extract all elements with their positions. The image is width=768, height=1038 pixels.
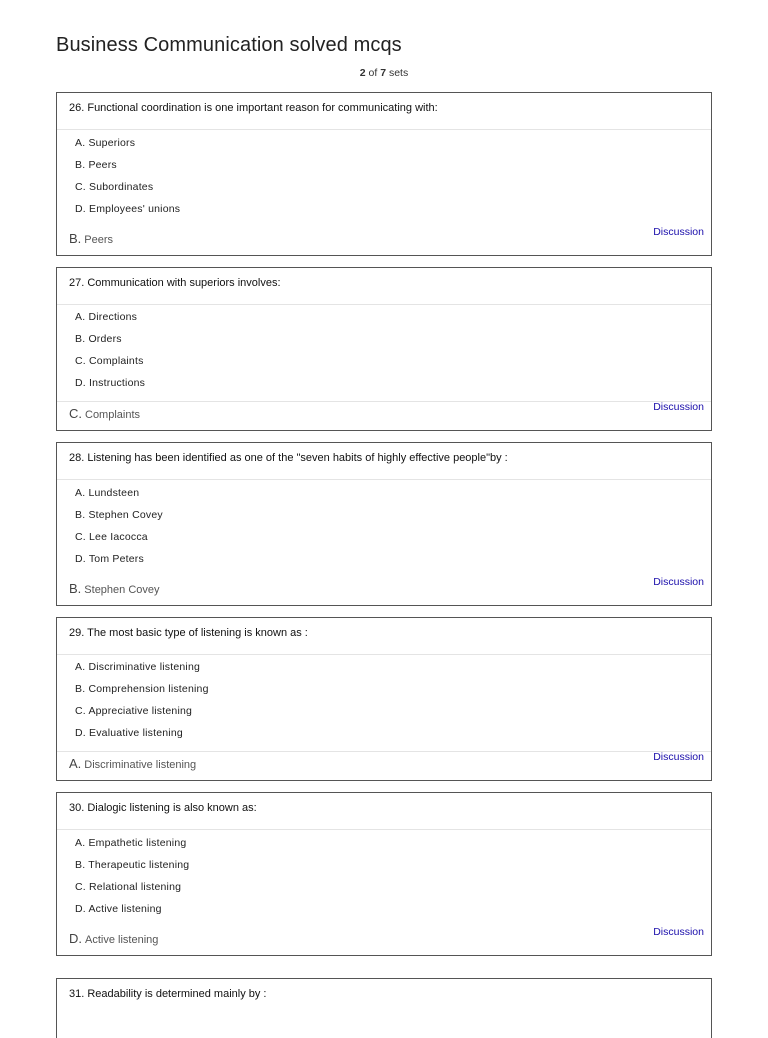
option-c: C. Complaints: [75, 355, 144, 367]
question-text: 29. The most basic type of listening is known as :: [69, 627, 308, 639]
option-a: A. Directions: [75, 311, 138, 323]
question-card: [56, 617, 712, 781]
question-text: 28. Listening has been identified as one of the "seven habits of highly effective people"by :: [69, 452, 508, 464]
pagination: [0, 67, 768, 79]
divider: [57, 654, 711, 655]
option-a: A. Lundsteen: [75, 487, 140, 499]
option-a: A. Superiors: [75, 137, 136, 149]
option-a: A. Discriminative listening: [75, 661, 201, 673]
divider: [57, 304, 711, 305]
question-text: 27. Communication with superiors involves:: [69, 277, 281, 289]
option-d: D. Active listening: [75, 903, 162, 915]
answer: [69, 406, 140, 421]
pagination-suffix: sets: [388, 67, 409, 79]
answer-text: Complaints: [85, 409, 141, 421]
answer-letter: A.: [69, 756, 82, 771]
divider: [57, 479, 711, 480]
answer-text: Peers: [84, 234, 114, 246]
answer: [69, 231, 113, 246]
question-card: [56, 978, 712, 1038]
question-card: [56, 792, 712, 956]
answer-letter: B.: [69, 231, 82, 246]
option-d: D. Evaluative listening: [75, 727, 183, 739]
discussion-link[interactable]: Discussion: [653, 751, 704, 763]
discussion-link[interactable]: Discussion: [653, 576, 704, 588]
option-c: C. Relational listening: [75, 881, 182, 893]
page-title: Business Communication solved mcqs: [56, 34, 402, 56]
divider: [57, 401, 711, 402]
divider: [57, 829, 711, 830]
option-b: B. Comprehension listening: [75, 683, 209, 695]
question-text: 26. Functional coordination is one important reason for communicating with:: [69, 102, 438, 114]
question-card: [56, 267, 712, 431]
answer-letter: B.: [69, 581, 82, 596]
answer-text: Discriminative listening: [84, 759, 197, 771]
option-b: B. Stephen Covey: [75, 509, 163, 521]
question-text: 30. Dialogic listening is also known as:: [69, 802, 257, 814]
pagination-total: 7: [380, 67, 387, 79]
divider: [57, 129, 711, 130]
option-c: C. Lee Iacocca: [75, 531, 148, 543]
discussion-link[interactable]: Discussion: [653, 226, 704, 238]
pagination-current: 2: [359, 67, 366, 79]
divider: [57, 751, 711, 752]
question-text: 31. Readability is determined mainly by :: [69, 988, 267, 1000]
discussion-link[interactable]: Discussion: [653, 401, 704, 413]
discussion-link[interactable]: Discussion: [653, 926, 704, 938]
pagination-of: of: [368, 67, 378, 79]
option-d: D. Employees' unions: [75, 203, 181, 215]
option-a: A. Empathetic listening: [75, 837, 187, 849]
question-card: [56, 442, 712, 606]
answer-letter: D.: [69, 931, 82, 946]
option-c: C. Subordinates: [75, 181, 154, 193]
option-c: C. Appreciative listening: [75, 705, 193, 717]
question-card: [56, 92, 712, 256]
answer-text: Stephen Covey: [84, 584, 160, 596]
answer: [69, 931, 158, 946]
option-d: D. Tom Peters: [75, 553, 144, 565]
option-b: B. Therapeutic listening: [75, 859, 190, 871]
option-b: B. Peers: [75, 159, 117, 171]
option-b: B. Orders: [75, 333, 122, 345]
answer: [69, 756, 196, 771]
answer-letter: C.: [69, 406, 82, 421]
answer: [69, 581, 160, 596]
option-d: D. Instructions: [75, 377, 146, 389]
answer-text: Active listening: [85, 934, 159, 946]
